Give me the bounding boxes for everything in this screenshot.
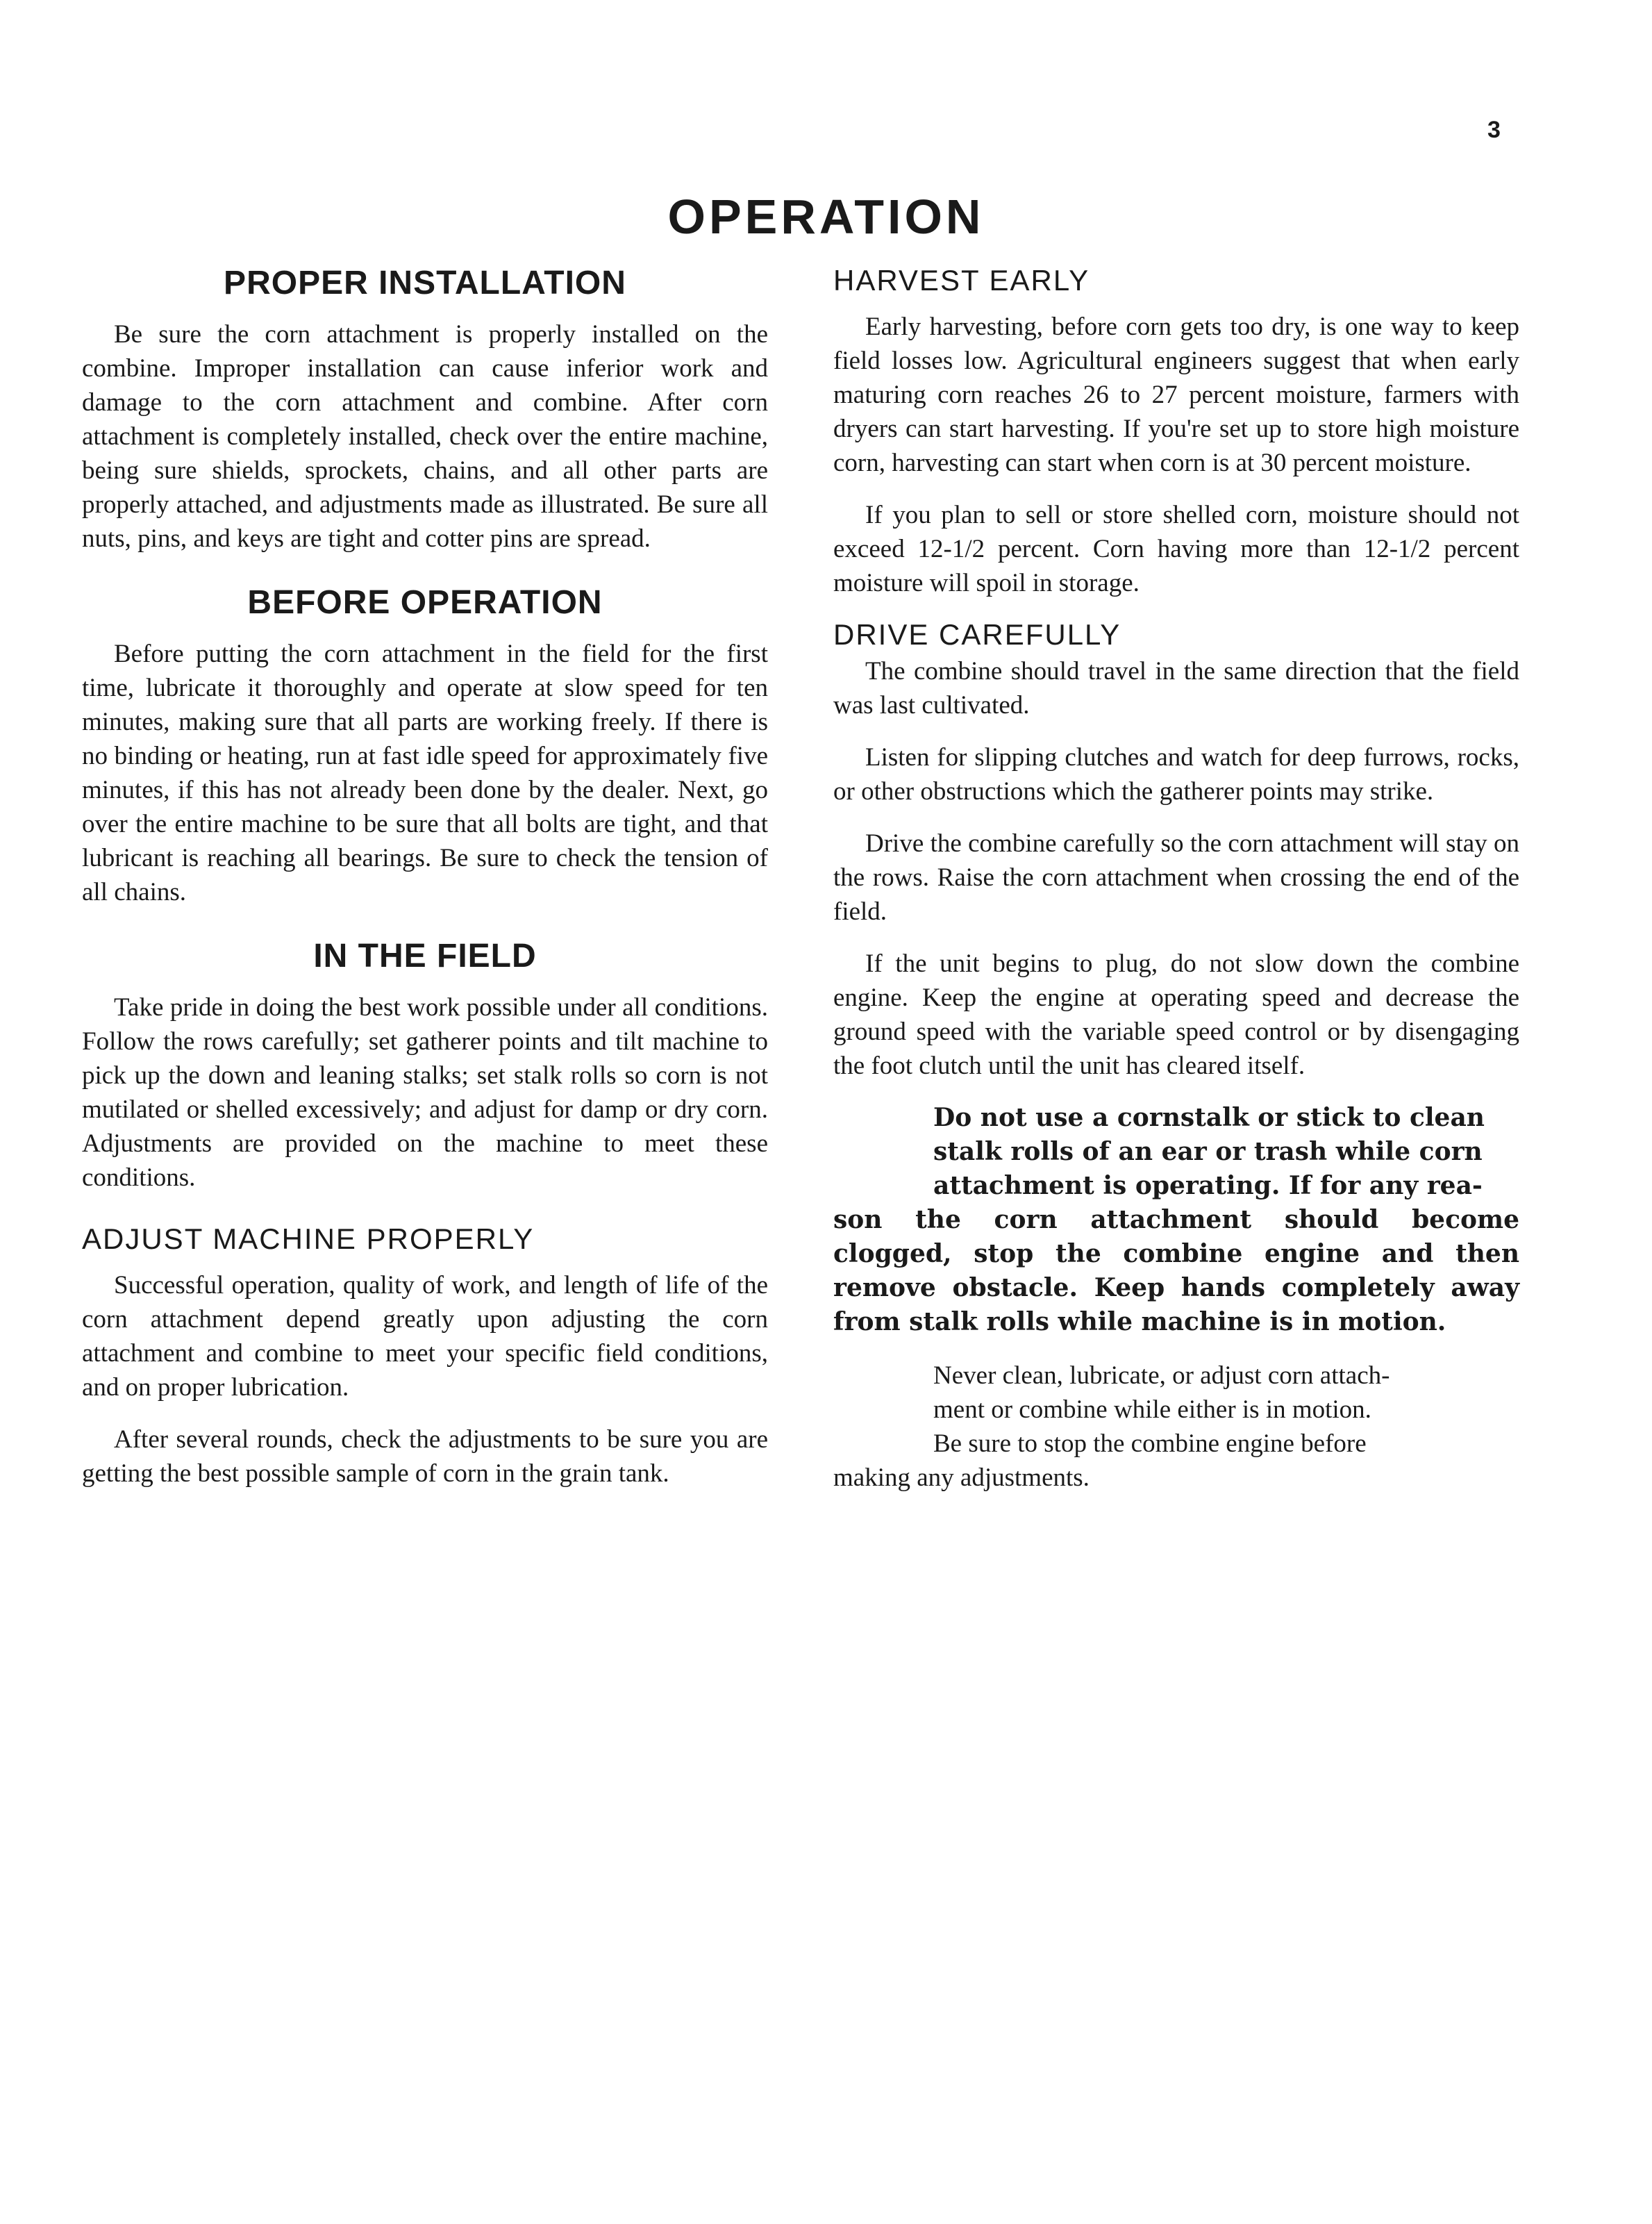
section-heading: BEFORE OPERATION: [247, 584, 603, 621]
section-heading: IN THE FIELD: [313, 938, 537, 974]
section-heading: DRIVE CAREFULLY: [833, 618, 1121, 651]
paragraph: The combine should travel in the same direction that the field was last cultivated.: [833, 657, 1519, 720]
section-proper-installation: [82, 264, 768, 556]
page-number: 3: [1487, 117, 1501, 143]
section-adjust-machine: [82, 1222, 768, 1491]
safety-warning: [833, 1101, 1519, 1339]
section-drive-carefully: [833, 618, 1519, 1083]
paragraph: Listen for slipping clutches and watch for deep furrows, rocks, or other obstructions which the gatherer points may strike.: [833, 743, 1519, 806]
left-column: [82, 264, 768, 1509]
note-line: Never clean, lubricate, or adjust corn attach-: [933, 1361, 1390, 1390]
paragraph: Be sure the corn attachment is properly installed on the combine. Improper installation can cause inferior work and damage to the corn attachment and combine. After corn attachment is completely installed, check over the entire machine, being sure shields, sprockets, chains, and all other parts are properly attached, and adjustments made as illustrated. Be sure all nuts, pins, and keys are tight and cotter pins are spread.: [82, 320, 768, 553]
paragraph: Take pride in doing the best work possible under all conditions. Follow the rows carefully; set gatherer points and tilt machine to pick up the down and leaning stalks; set stalk rolls so corn is not mutilated or shelled excessively; and adjust for damp or dry corn. Adjustments are provided on the machine to meet these conditions.: [82, 993, 768, 1192]
warning-text: son the corn attachment should become clogged, stop the combine engine and then remove obstacle. Keep hands completely away from stalk rolls while machine is in motion.: [833, 1205, 1519, 1336]
safety-note: [833, 1359, 1519, 1495]
paragraph: If you plan to sell or store shelled corn, moisture should not exceed 12-1/2 percent. Corn having more than 12-1/2 percent moisture will spoil in storage.: [833, 501, 1519, 597]
paragraph: After several rounds, check the adjustments to be sure you are getting the best possible sample of corn in the grain tank.: [82, 1425, 768, 1488]
paragraph: Drive the combine carefully so the corn attachment will stay on the rows. Raise the corn attachment when crossing the end of the field.: [833, 829, 1519, 926]
page-title: OPERATION: [667, 190, 985, 244]
section-harvest-early: [833, 264, 1519, 600]
section-heading: ADJUST MACHINE PROPERLY: [82, 1222, 535, 1255]
warning-line: stalk rolls of an ear or trash while corn: [933, 1137, 1483, 1166]
section-before-operation: [82, 583, 768, 909]
paragraph: If the unit begins to plug, do not slow down the combine engine. Keep the engine at operating speed and decrease the ground speed with the variable speed control or by disengaging the foot clutch until the unit has cleared itself.: [833, 949, 1519, 1080]
section-in-the-field: [82, 937, 768, 1195]
note-text: making any adjustments.: [833, 1463, 1090, 1492]
section-heading: HARVEST EARLY: [833, 264, 1090, 297]
paragraph: Before putting the corn attachment in the field for the first time, lubricate it thoroughly and operate at slow speed for ten minutes, making sure that all parts are working freely. If there is no binding or heating, run at fast idle speed for approximately five minutes, if this has not already been done by the dealer. Next, go over the entire machine to be sure that all bolts are tight, and that lubricant is reaching all bearings. Be sure to check the tension of all chains.: [82, 640, 768, 906]
note-line: ment or combine while either is in motion.: [933, 1395, 1371, 1424]
section-heading: PROPER INSTALLATION: [224, 265, 626, 301]
warning-line: Do not use a cornstalk or stick to clean: [933, 1103, 1485, 1132]
paragraph: Successful operation, quality of work, and length of life of the corn attachment depend greatly upon adjusting the corn attachment and combine to meet your specific field conditions, and on proper lubrication.: [82, 1271, 768, 1402]
warning-line: attachment is operating. If for any rea-: [933, 1171, 1483, 1200]
right-column: [833, 264, 1519, 1495]
paragraph: Early harvesting, before corn gets too dry, is one way to keep field losses low. Agricultural engineers suggest that when early maturing corn reaches 26 to 27 percent moisture, farmers with dryers can start harvesting. If you're set up to store high moisture corn, harvesting can start when corn is at 30 percent moisture.: [833, 313, 1519, 477]
note-line: Be sure to stop the combine engine before: [933, 1429, 1367, 1458]
